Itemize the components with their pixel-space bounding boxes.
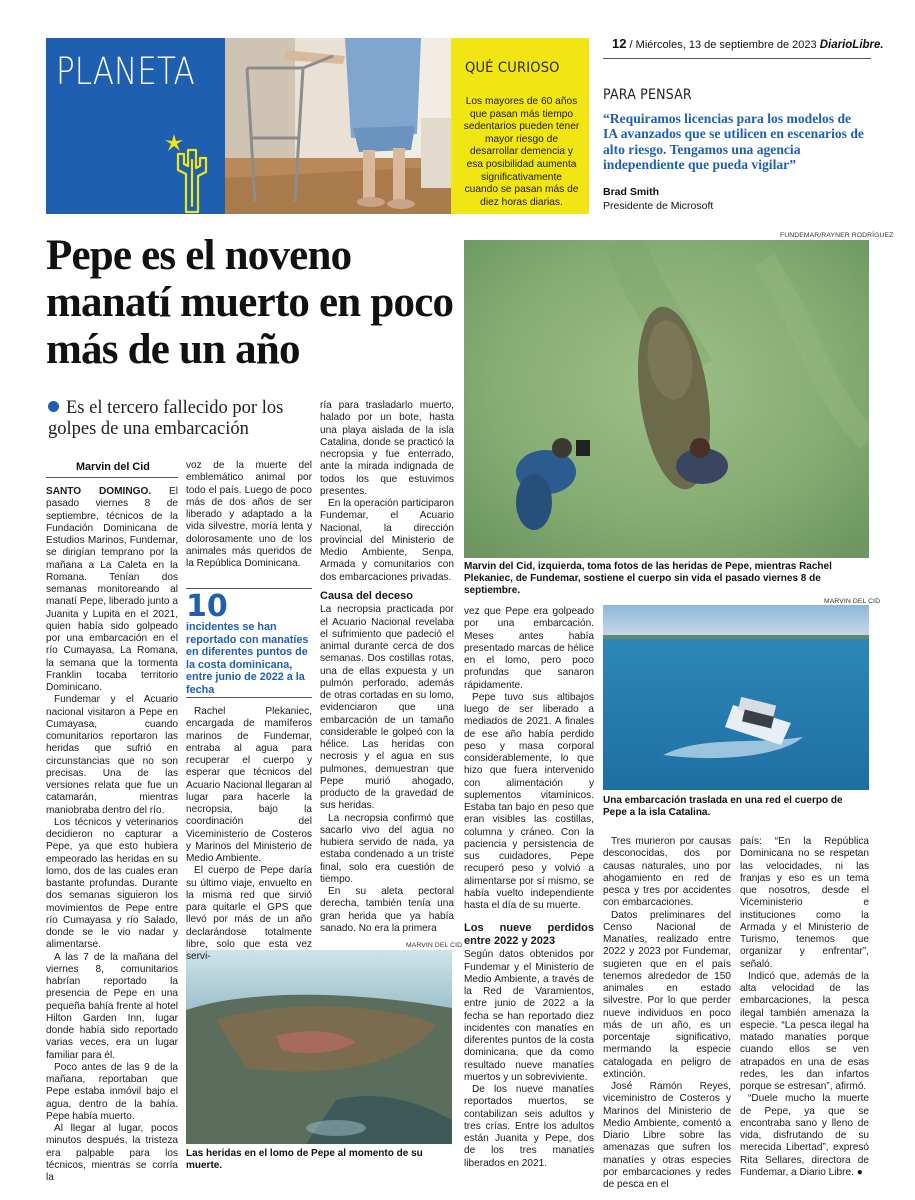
paragraph: Rachel Plekaniec, encargada de mamíferos marinos de Fundemar, entraba al agua para recuperar el cuerpo y esperar que técnicos del Acuario Nacional llegaran al lugar para hacerle la necropsia, bajo la coordinación del Viceministerio de Costeros y Marinos del Ministerio de Medio Ambiente. [186, 706, 312, 864]
manatee-divers-photo [464, 240, 869, 558]
fact-text: incidentes se han reportado con manatíes en diferentes puntos de la costa dominicana, entre junio de 2022 a la fecha [186, 621, 309, 696]
paragraph: Datos preliminares del Censo Nacional de Manatíes, realizado entre 2022 y 2023 por Fundemar, sugieren que en el país tenemos alrededor de 150 animales en estado silvestre. Por lo que perder nueve individuos en poco más de un año, es un porcentaje significativo, mermando la especie catalogada en peligro de extinción. [603, 909, 731, 1080]
paragraph: Los técnicos y veterinarios decidieron no capturar a Pepe, ya que esto hubiera empeorado las heridas en su lomo, dos de las cuales eran bastante profundas. Durante dos semanas siguieron los movimientos de Pepe entre río Cumayasa y río Salado, donde se le vio nadar y alimentarse. [46, 816, 178, 951]
paragraph: La necropsia practicada por el Acuario Nacional revelaba el sufrimiento que padeció el animal durante cerca de dos semanas. Dos costillas rotas, una de ellas expuesta y un pulmón perforado, además de otras cortadas en su lomo, evidenciaron que una embarcación de un tamaño considerable le golpeó con la hélice. Las heridas con necrosis y el agua en sus pulmones, demuestran que Pepe murió ahogado, producto de la gravedad de sus heridas. [320, 604, 454, 812]
curioso-heading: QUÉ CURIOSO [465, 60, 560, 76]
paragraph: Indicó que, además de la alta velocidad de las embarcaciones, la pesca ilegal también amenaza la especie. “La pesca ilegal ha matado manatíes porque cuando ellos se ven atrapados en una de esas redes, les dan infartos porque se estresan”, afirmó. [740, 970, 869, 1092]
wounds-photo [186, 950, 452, 1144]
article-column-4 [464, 606, 594, 1170]
paragraph: En la operación participaron Fundemar, el Acuario Nacional, la dirección provincial del Ministerio de Medio Ambiente, Senpa, Armada y comunitarios con dos embarcaciones privadas. [320, 498, 454, 583]
fact-box [186, 589, 312, 697]
article-column-2 [186, 460, 312, 570]
paragraph: voz de la muerte del emblemático animal por todo el país. Luego de poco más de dos años de ser liberado y adaptado a la vida silvestre, moría lenta y dolorosamente uno de los animales más queridos de la República Dominicana. [186, 460, 312, 569]
fact-number: 10 [186, 589, 228, 624]
cactus-figure-icon [164, 130, 220, 214]
paragraph: Fundemar y el Acuario nacional visitaron a Pepe en Cumayasa, cuando comunitarios reportaron las heridas que sufrió en circunstancias que no son precisas. Una de las versiones relata que fue un catamarán, mientras maniobraba dentro del río. [46, 694, 178, 816]
article-headline: Pepe es el noveno manatí muerto en poco más de un año [46, 232, 454, 373]
wounds-photo-credit: MARVIN DEL CID [406, 942, 463, 949]
article-column-5 [603, 836, 731, 1191]
paragraph: país: “En la República Dominicana no se respetan las velocidades, ni las franjas y eso es un tema que nosotros, desde el Viceministerio e instituciones como la Armada y el Ministerio de Turismo, tenemos que organizar y enfrentar”, señaló. [740, 836, 869, 970]
article-byline: Marvin del Cid [76, 461, 150, 473]
para-pensar-box [603, 58, 871, 214]
section-banner-planeta [46, 38, 225, 214]
section-label: PLANETA [56, 50, 195, 93]
paragraph: La necropsia confirmó que sacarlo vivo del agua no hubiera servido de nada, ya estaba condenado a un triste final, solo era cuestión de tiempo. [320, 812, 454, 885]
bullet-icon [48, 401, 59, 412]
paragraph: “Duele mucho la muerte de Pepe, ya que se encontraba sano y lleno de vida, disfrutando de su merecida Libertad”, expresó Rita Sellares, directora de Fundemar, a Diario Libre. ● [740, 1093, 869, 1178]
elderly-walker-photo [225, 38, 451, 214]
factbox-rule-bottom [186, 697, 312, 698]
subhead-text: Es el tercero fallecido por los golpes de una embarcación [48, 398, 284, 439]
article-column-1 [46, 486, 178, 1184]
page-number: 12 [612, 36, 627, 51]
paragraph: Tres murieron por causas desconocidas, dos por causas naturales, uno por ahogamiento en red de pesca y tres por accidentes con embarcaciones. [603, 836, 731, 909]
pensar-heading: PARA PENSAR [603, 87, 692, 103]
issue-date: Miércoles, 13 de septiembre de 2023 [635, 39, 817, 51]
paragraph: Según datos obtenidos por Fundemar y el Ministerio de Medio Ambiente, a través de la Red de Varamientos, entre junio de 2022 a la fecha se han reportado diez incidentes con manatíes en diferentes puntos de la costa dominicana, que da como resultado nueve manatíes muertos y un sobreviviente. [464, 949, 594, 1083]
page-folio [612, 36, 884, 51]
paragraph: El cuerpo de Pepe daría su último viaje, envuelto en la misma red que sirvió para quitarle el GPS que llevó por más de un año declarándose totalmente libre, solo que esta vez servi- [186, 865, 312, 962]
paragraph: A las 7 de la mañana del viernes 8, comunitarios habrían reportado la presencia de Pepe en una pequeña bahía frente al hotel Hilton Garden Inn, lugar donde había sido reportado varias veces, era un lugar familiar para él. [46, 951, 178, 1061]
paragraph: Al llegar al lugar, pocos minutos después, la tristeza era palpable para los técnicos, mientras se corría la [46, 1123, 178, 1183]
byline-rule [46, 477, 178, 478]
paragraph: SANTO DOMINGO. El pasado viernes 8 de septiembre, técnicos de la Fundación Dominicana de Estudios Marinos, Fundemar, se dirigían temprano por la mañana a La Caleta en la Romana. Tenían dos semanas monitoreando al manatí Pepe, liberado junto a Juanita y Lupita en el 2021, quien había sido golpeado por una embarcación en el río Cumayasa, La Romana, la semana que la tormenta Franklin tocaba territorio Dominicano. [46, 486, 178, 693]
paragraph: Poco antes de las 9 de la mañana, reportaban que Pepe estaba inmóvil bajo el agua, dentro de la bahía. Pepe había muerto. [46, 1061, 178, 1122]
boat-photo-caption: Una embarcación traslada en una red el cuerpo de Pepe a la isla Catalina. [603, 795, 843, 819]
newspaper-brand: DiarioLibre. [819, 39, 884, 51]
paragraph: Pepe tuvo sus altibajos luego de ser liberado a mediados de 2021. A finales de ese año había perdido peso y masa corporal considerablemente, lo que hizo que fuera intervenido con alimentación y suplementos vitamínicos. Estaba tan bajo en peso que eran visibles las costillas, columna y cráneo. Con la paciencia y persistencia de sus cuidadores, Pepe recuperó peso y volvió a alimentarse por sí mismo, se había vuelto independiente hasta el día de su muerte. [464, 691, 594, 911]
quote-author-role: Presidente de Microsoft [603, 200, 714, 212]
quote-author: Brad Smith [603, 186, 660, 198]
paragraph: vez que Pepe era golpeado por una embarcación. Meses antes había presentado marcas de hélice en el lomo, pero poco profundas que sanaron rápidamente. [464, 606, 594, 691]
paragraph: José Ramón Reyes, viceministro de Costeros y Marinos del Ministerio de Medio Ambiente, comentó a Diario Libre sobre las amenazas que sufren los manatíes y otras especies por embarcaciones y redes de pesca en el [603, 1081, 731, 1190]
main-photo-credit: FUNDEMAR/RAYNER RODRÍGUEZ [780, 232, 894, 239]
folio-separator: / [629, 39, 633, 51]
article-column-6 [740, 836, 869, 1179]
paragraph: En su aleta pectoral derecha, también tenía una gran herida que ya había sanado. No era la primera [320, 886, 454, 934]
section-subhead: Los nueve perdidos entre 2022 y 2023 [464, 922, 594, 947]
wounds-photo-caption: Las heridas en el lomo de Pepe al momento de su muerte. [186, 1148, 423, 1172]
paragraph: ría para trasladarlo muerto, halado por un bote, hasta una playa aislada de la isla Catalina, donde se practicó la necropsia y fue enterrado, ante la mirada indignada de todos los que estuvimos presentes. [320, 400, 454, 497]
boat-photo [603, 605, 869, 790]
article-subhead [48, 398, 318, 440]
article-column-2b [186, 706, 312, 963]
pensar-quote: “Requiramos licencias para los modelos de IA avanzados que se utilicen en escenarios de alto riesgo. Tengamos una agencia independiente que pueda vigilar” [603, 111, 864, 173]
main-photo-caption: Marvin del Cid, izquierda, toma fotos de las heridas de Pepe, mientras Rachel Plekaniec, de Fundemar, sostiene el cuerpo sin vida el pasado viernes 8 de septiembre. [464, 561, 832, 597]
article-column-3 [320, 400, 454, 935]
que-curioso-box [451, 38, 589, 214]
boat-photo-credit: MARVIN DEL CID [824, 598, 881, 605]
section-subhead: Causa del deceso [320, 589, 413, 602]
dateline: SANTO DOMINGO. [46, 486, 152, 497]
curioso-text: Los mayores de 60 años que pasan más tiempo sedentarios pueden tener mayor riesgo de desarrollar demencia y esa posibilidad aumenta significativamente cuando se pasan más de diez horas diarias. [463, 96, 580, 208]
paragraph: De los nueve manatíes reportados muertos, se contabilizan seis adultos y tres crías. Entre los adultos están Juanita y Pepe, dos de los tres manatíes liberados en 2021. [464, 1084, 594, 1169]
